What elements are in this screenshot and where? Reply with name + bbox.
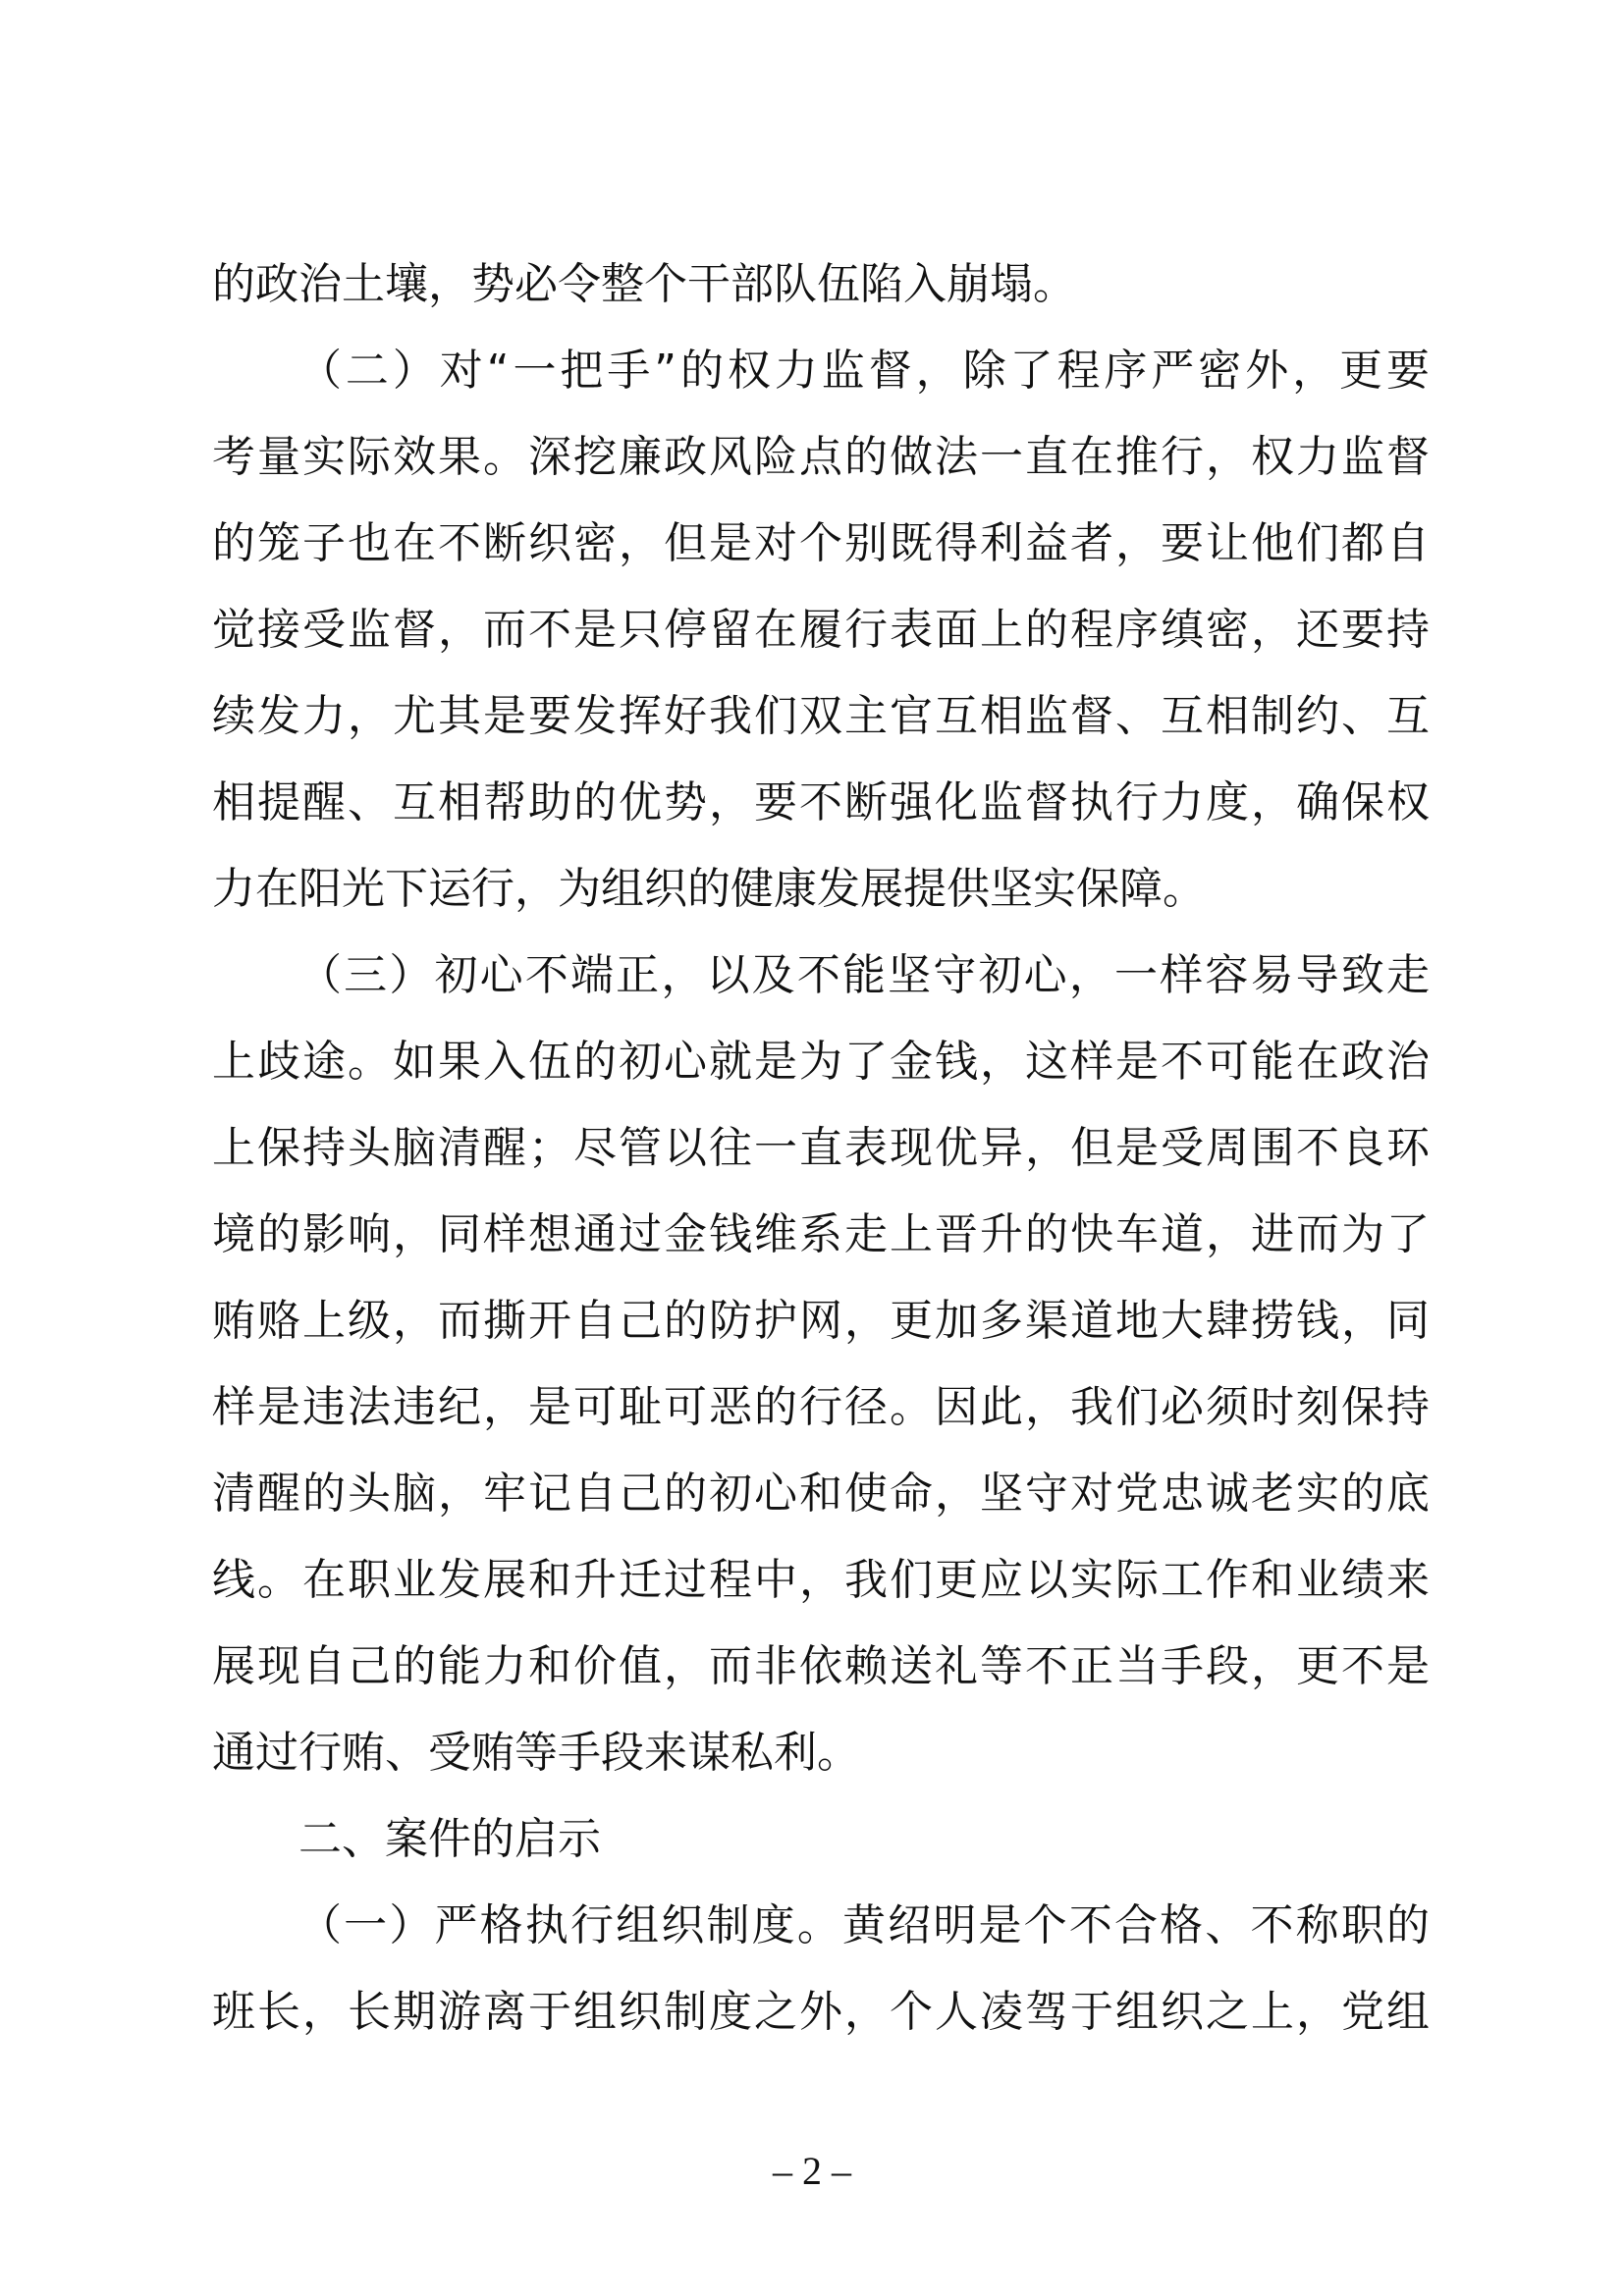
page-number: – 2 – xyxy=(773,2149,851,2193)
paragraph-2-line-5: 续发力，尤其是要发挥好我们双主官互相监督、互相制约、互 xyxy=(212,691,1430,741)
paragraph-2-line-4: 觉接受监督，而不是只停留在履行表面上的程序缜密，还要持 xyxy=(212,605,1430,655)
paragraph-3-line-3: 上保持头脑清醒；尽管以往一直表现优异，但是受周围不良环 xyxy=(212,1123,1430,1173)
section-heading: 二、案件的启示 xyxy=(298,1814,601,1864)
paragraph-4-line-2: 班长，长期游离于组织制度之外，个人凌驾于组织之上，党组 xyxy=(212,1987,1430,2037)
paragraph-2-line-7: 力在阳光下运行，为组织的健康发展提供坚实保障。 xyxy=(212,864,1206,914)
paragraph-2-line-6: 相提醒、互相帮助的优势，要不断强化监督执行力度，确保权 xyxy=(212,777,1430,828)
paragraph-3-line-10: 通过行贿、受贿等手段来谋私利。 xyxy=(212,1728,860,1778)
paragraph-3-line-7: 清醒的头脑，牢记自己的初心和使命，坚守对党忠诚老实的底 xyxy=(212,1468,1430,1519)
paragraph-3-line-6: 样是违法违纪，是可耻可恶的行径。因此，我们必须时刻保持 xyxy=(212,1382,1430,1432)
paragraph-2-line-3: 的笼子也在不断织密，但是对个别既得利益者，要让他们都自 xyxy=(212,518,1430,568)
paragraph-3-line-2: 上歧途。如果入伍的初心就是为了金钱，这样是不可能在政治 xyxy=(212,1037,1430,1087)
paragraph-4-line-1: （一）严格执行组织制度。黄绍明是个不合格、不称职的 xyxy=(298,1900,1430,1950)
paragraph-3-line-4: 境的影响，同样想通过金钱维系走上晋升的快车道，进而为了 xyxy=(212,1209,1430,1259)
paragraph-2-line-2: 考量实际效果。深挖廉政风险点的做法一直在推行，权力监督 xyxy=(212,432,1430,482)
text-line-1: 的政治土壤，势必令整个干部队伍陷入崩塌。 xyxy=(212,259,1076,309)
paragraph-2-line-1: （二）对“一把手”的权力监督，除了程序严密外，更要 xyxy=(298,346,1430,396)
paragraph-3-line-8: 线。在职业发展和升迁过程中，我们更应以实际工作和业绩来 xyxy=(212,1555,1430,1605)
paragraph-3-line-1: （三）初心不端正，以及不能坚守初心，一样容易导致走 xyxy=(298,950,1430,1000)
paragraph-3-line-5: 贿赂上级，而撕开自己的防护网，更加多渠道地大肆捞钱，同 xyxy=(212,1296,1430,1346)
paragraph-3-line-9: 展现自己的能力和价值，而非依赖送礼等不正当手段，更不是 xyxy=(212,1641,1430,1691)
